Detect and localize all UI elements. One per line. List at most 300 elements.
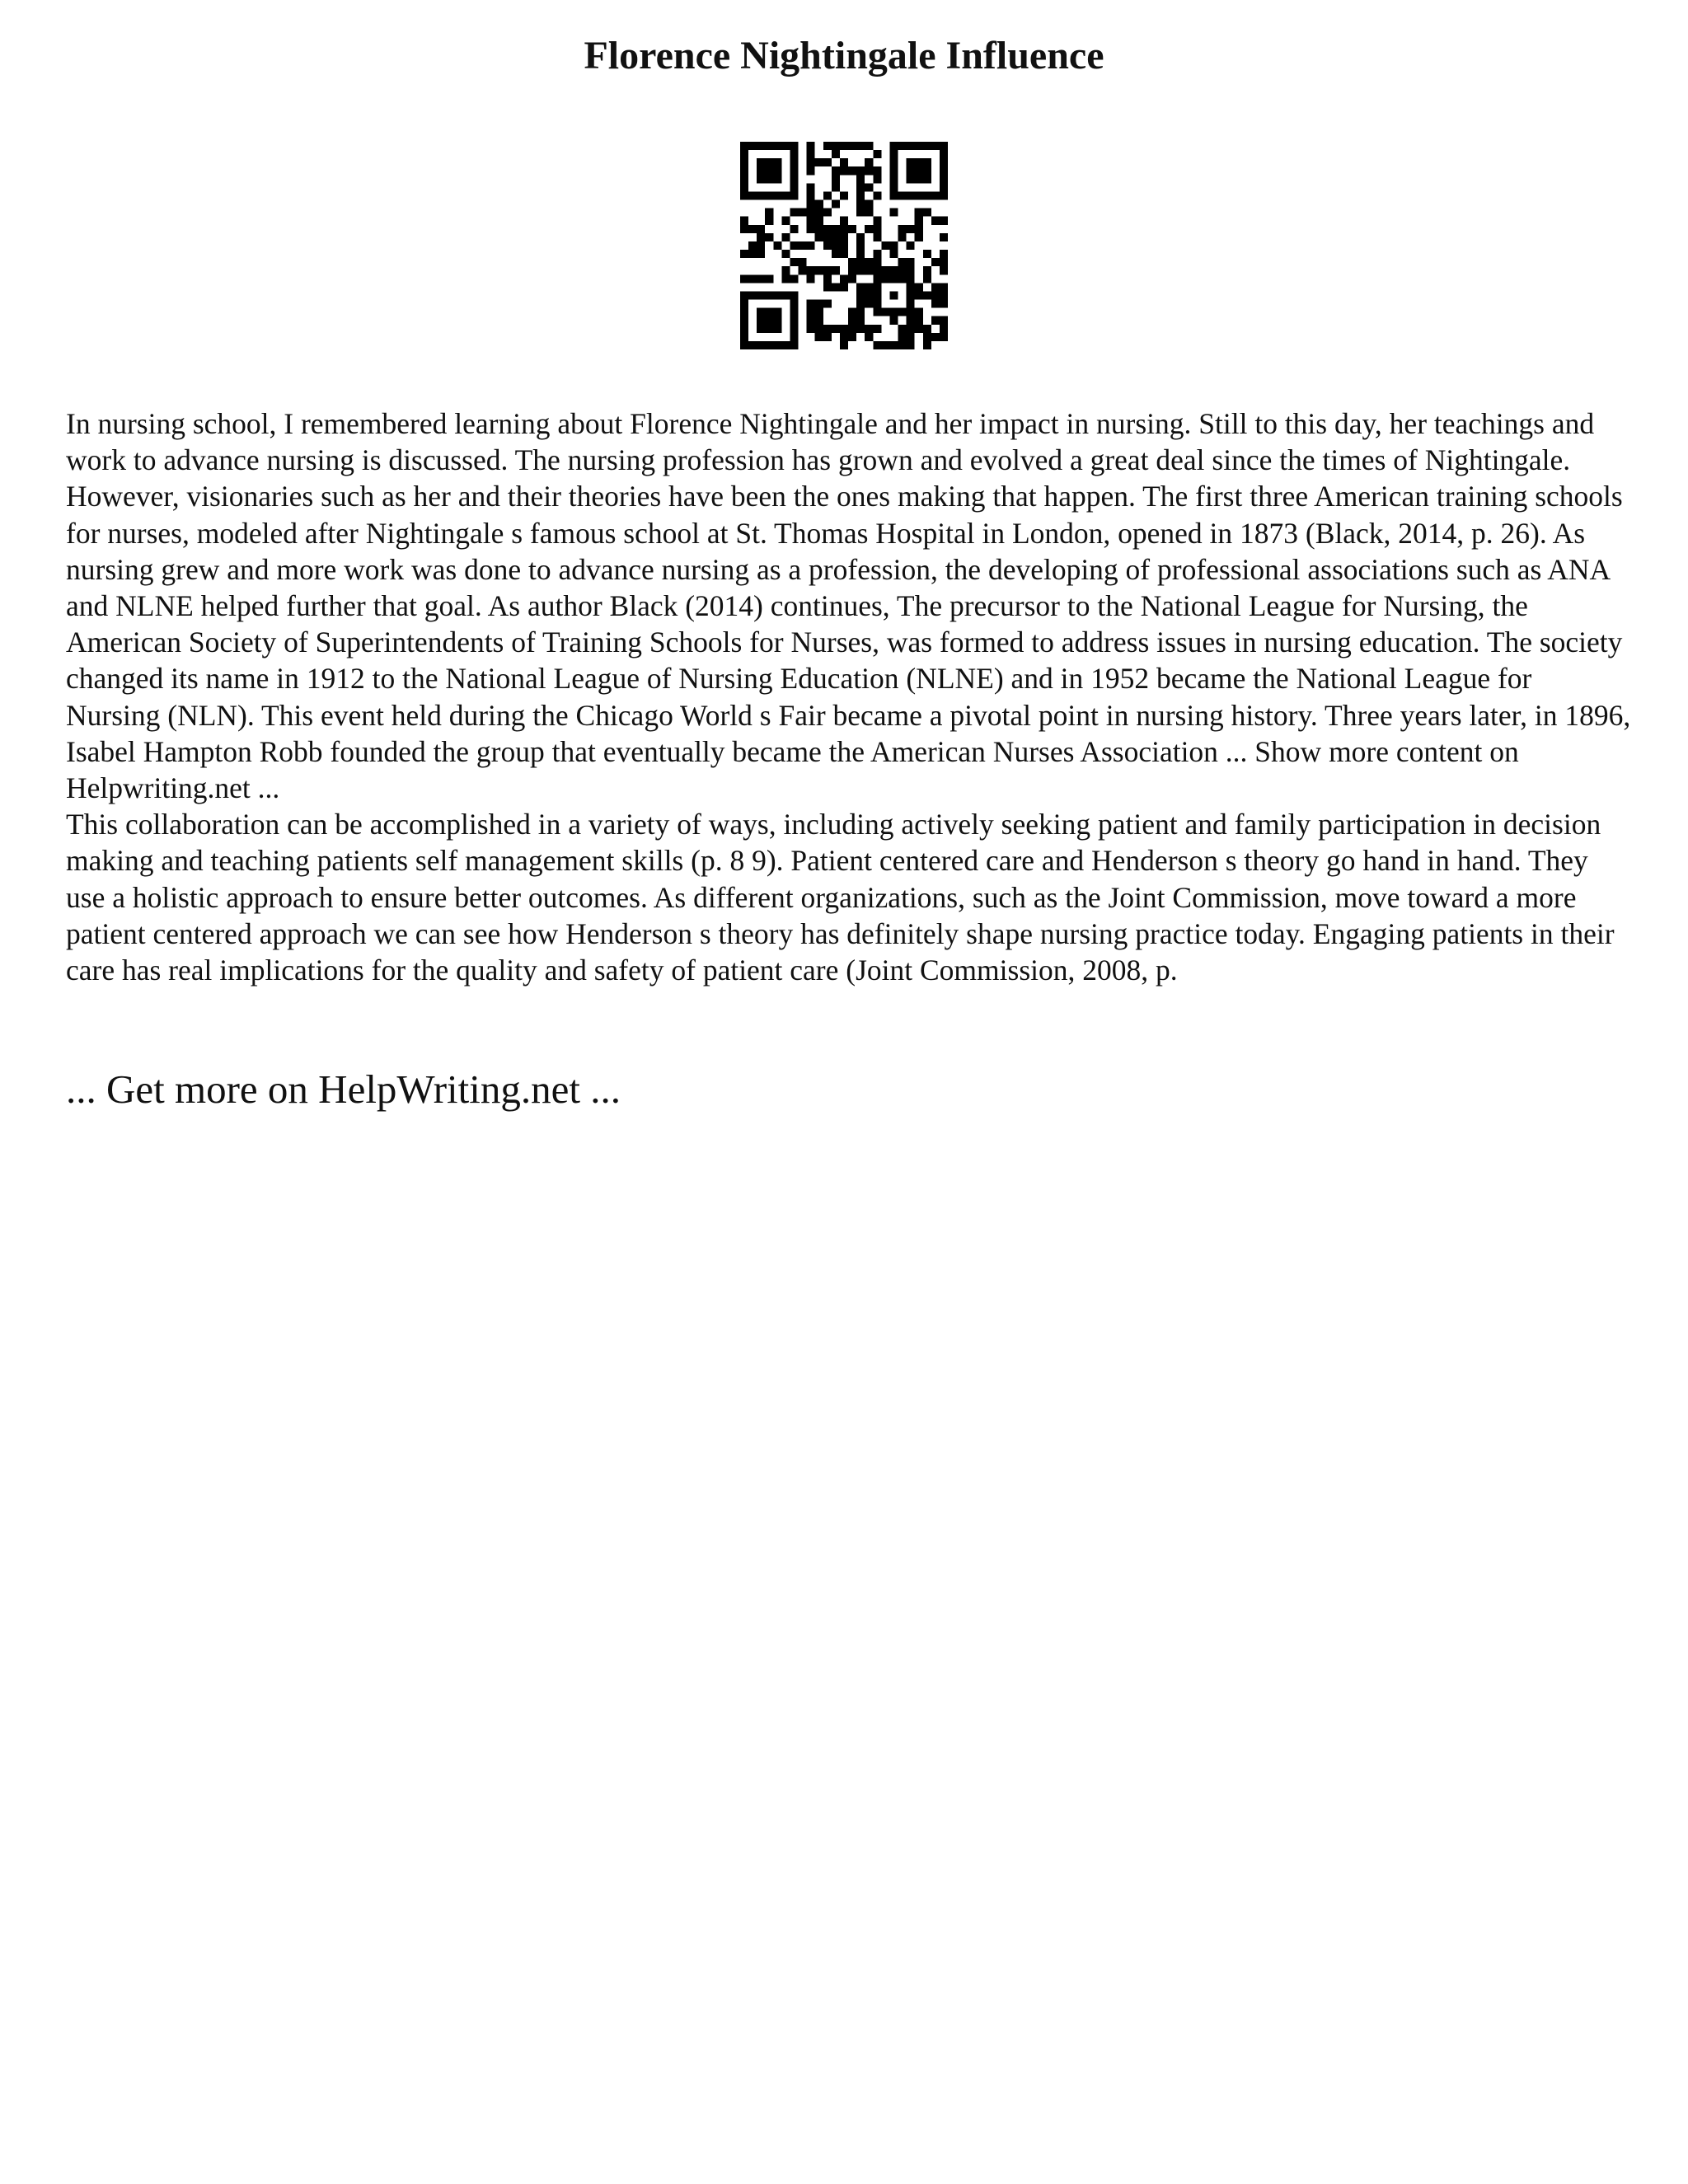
qr-module <box>757 158 765 166</box>
qr-module <box>773 291 781 299</box>
qr-module <box>740 150 748 158</box>
qr-module <box>765 291 773 299</box>
qr-module <box>832 200 840 209</box>
qr-module <box>873 175 881 183</box>
qr-module <box>781 233 790 241</box>
qr-module <box>832 183 840 191</box>
qr-module <box>790 175 798 183</box>
qr-module <box>907 283 915 291</box>
qr-module <box>757 233 765 241</box>
qr-module <box>790 183 798 191</box>
qr-module <box>840 158 848 166</box>
qr-module <box>765 233 773 241</box>
qr-module <box>790 274 798 283</box>
qr-module <box>823 225 832 233</box>
qr-module <box>848 308 856 316</box>
qr-module <box>898 258 907 266</box>
qr-module <box>915 166 923 175</box>
qr-module <box>856 266 865 274</box>
qr-module <box>889 266 898 274</box>
qr-module <box>790 150 798 158</box>
qr-module <box>773 166 781 175</box>
qr-module <box>848 266 856 274</box>
qr-module <box>807 325 815 333</box>
qr-module <box>748 341 757 349</box>
qr-module <box>807 217 815 225</box>
qr-module <box>807 200 815 209</box>
qr-module <box>840 274 848 283</box>
qr-module <box>940 191 948 199</box>
qr-module <box>907 166 915 175</box>
qr-module <box>907 158 915 166</box>
qr-module <box>856 283 865 291</box>
qr-module <box>840 283 848 291</box>
qr-module <box>907 142 915 150</box>
qr-module <box>873 266 881 274</box>
qr-module <box>748 142 757 150</box>
qr-module <box>807 150 815 158</box>
qr-module <box>757 325 765 333</box>
qr-module <box>832 233 840 241</box>
qr-module <box>873 233 881 241</box>
qr-module <box>856 325 865 333</box>
qr-module <box>781 250 790 258</box>
qr-module <box>790 166 798 175</box>
qr-module <box>907 291 915 299</box>
qr-module <box>881 266 889 274</box>
qr-module <box>865 300 873 308</box>
qr-module <box>889 316 898 325</box>
qr-module <box>889 274 898 283</box>
qr-module <box>915 325 923 333</box>
qr-module <box>865 209 873 217</box>
qr-module <box>898 266 907 274</box>
qr-module <box>881 274 889 283</box>
qr-module <box>889 308 898 316</box>
qr-module <box>865 225 873 233</box>
qr-module <box>790 258 798 266</box>
qr-module <box>873 191 881 199</box>
qr-module <box>765 325 773 333</box>
qr-module <box>923 250 931 258</box>
qr-module <box>940 233 948 241</box>
qr-module <box>881 241 889 250</box>
qr-module <box>873 166 881 175</box>
qr-code-icon <box>740 142 948 349</box>
qr-module <box>940 217 948 225</box>
qr-module <box>856 191 865 199</box>
qr-module <box>940 166 948 175</box>
qr-module <box>815 308 823 316</box>
qr-module <box>757 274 765 283</box>
qr-module <box>907 225 915 233</box>
qr-module <box>915 209 923 217</box>
qr-module <box>757 142 765 150</box>
qr-module <box>840 341 848 349</box>
qr-module <box>940 183 948 191</box>
qr-module <box>923 266 931 274</box>
qr-module <box>856 300 865 308</box>
qr-module <box>873 308 881 316</box>
qr-module <box>740 341 748 349</box>
qr-module <box>923 341 931 349</box>
qr-module <box>807 158 815 166</box>
qr-module <box>740 291 748 299</box>
qr-module <box>898 333 907 341</box>
qr-module <box>765 316 773 325</box>
qr-module <box>840 217 848 225</box>
qr-module <box>840 225 848 233</box>
qr-module <box>823 233 832 241</box>
qr-module <box>940 291 948 299</box>
qr-module <box>740 308 748 316</box>
qr-module <box>840 241 848 250</box>
qr-module <box>931 333 940 341</box>
qr-module <box>740 325 748 333</box>
qr-module <box>873 283 881 291</box>
qr-module <box>865 183 873 191</box>
qr-module <box>823 333 832 341</box>
qr-module <box>856 200 865 209</box>
qr-module <box>889 183 898 191</box>
qr-module <box>740 142 748 150</box>
qr-module <box>873 341 881 349</box>
qr-module <box>931 142 940 150</box>
qr-module <box>748 291 757 299</box>
qr-module <box>923 166 931 175</box>
qr-module <box>790 325 798 333</box>
qr-module <box>907 241 915 250</box>
qr-module <box>873 258 881 266</box>
qr-module <box>923 325 931 333</box>
qr-module <box>807 300 815 308</box>
qr-module <box>923 191 931 199</box>
qr-module <box>848 166 856 175</box>
page-title: Florence Nightingale Influence <box>584 34 1104 77</box>
qr-module <box>832 150 840 158</box>
qr-module <box>898 341 907 349</box>
qr-module <box>889 209 898 217</box>
qr-module <box>915 225 923 233</box>
qr-module <box>773 175 781 183</box>
qr-module <box>748 191 757 199</box>
qr-module <box>923 158 931 166</box>
qr-module <box>931 217 940 225</box>
qr-module <box>931 316 940 325</box>
qr-module <box>815 209 823 217</box>
qr-module <box>898 191 907 199</box>
qr-module <box>807 142 815 150</box>
qr-module <box>889 166 898 175</box>
qr-module <box>740 250 748 258</box>
qr-module <box>832 175 840 183</box>
qr-module <box>931 300 940 308</box>
qr-module <box>815 217 823 225</box>
qr-module <box>740 300 748 308</box>
qr-module <box>757 225 765 233</box>
qr-module <box>889 142 898 150</box>
qr-module <box>923 274 931 283</box>
qr-module <box>915 175 923 183</box>
qr-module <box>856 233 865 241</box>
qr-module <box>823 191 832 199</box>
qr-module <box>940 250 948 258</box>
qr-module <box>865 142 873 150</box>
qr-module <box>765 308 773 316</box>
qr-module <box>873 217 881 225</box>
qr-module <box>840 191 848 199</box>
qr-module <box>865 258 873 266</box>
qr-module <box>907 308 915 316</box>
qr-module <box>856 183 865 191</box>
qr-module <box>907 191 915 199</box>
qr-module <box>757 291 765 299</box>
qr-module <box>915 142 923 150</box>
qr-module <box>807 209 815 217</box>
qr-module <box>848 274 856 283</box>
qr-module <box>765 217 773 225</box>
qr-module <box>848 333 856 341</box>
qr-module <box>815 266 823 274</box>
qr-module <box>915 283 923 291</box>
qr-module <box>873 300 881 308</box>
qr-module <box>748 225 757 233</box>
qr-module <box>889 191 898 199</box>
qr-module <box>740 333 748 341</box>
qr-module <box>740 217 748 225</box>
qr-module <box>781 291 790 299</box>
qr-module <box>848 316 856 325</box>
qr-module <box>832 225 840 233</box>
qr-module <box>748 250 757 258</box>
qr-module <box>865 333 873 341</box>
qr-module <box>815 300 823 308</box>
qr-module <box>856 209 865 217</box>
qr-module <box>940 175 948 183</box>
qr-module <box>773 241 781 250</box>
qr-module <box>940 316 948 325</box>
qr-module <box>807 266 815 274</box>
qr-module <box>757 250 765 258</box>
qr-module <box>773 142 781 150</box>
qr-module <box>807 308 815 316</box>
qr-module <box>856 166 865 175</box>
qr-module <box>907 325 915 333</box>
qr-module <box>889 150 898 158</box>
qr-module <box>790 209 798 217</box>
qr-module <box>799 266 807 274</box>
qr-module <box>915 308 923 316</box>
qr-module <box>757 191 765 199</box>
qr-module <box>889 291 898 299</box>
qr-module <box>832 250 840 258</box>
qr-module <box>807 191 815 199</box>
qr-module <box>840 333 848 341</box>
qr-module <box>940 266 948 274</box>
qr-module <box>923 291 931 299</box>
qr-module <box>765 341 773 349</box>
qr-module <box>740 225 748 233</box>
qr-module <box>773 191 781 199</box>
qr-module <box>748 274 757 283</box>
qr-module <box>907 258 915 266</box>
qr-module <box>907 274 915 283</box>
qr-module <box>757 316 765 325</box>
qr-module <box>898 225 907 233</box>
qr-module <box>807 225 815 233</box>
qr-module <box>889 341 898 349</box>
qr-module <box>931 291 940 299</box>
qr-module <box>799 241 807 250</box>
qr-module <box>856 241 865 250</box>
qr-module <box>856 308 865 316</box>
qr-module <box>815 158 823 166</box>
qr-module <box>748 241 757 250</box>
qr-module <box>757 241 765 250</box>
qr-module <box>807 241 815 250</box>
qr-module <box>773 158 781 166</box>
essay-paragraph-1: In nursing school, I remembered learning about Florence Nightingale and her impact in nursing. Still to this day, her teachings and work to advance nursing is discussed. The nursing profession has grown and evolved a great deal since the times of Nightingale. However, visionaries such as her and their theories have been the ones making that happen. The first three American training schools for nurses, modeled after Nightingale s famous school at St. Thomas Hospital in London, opened in 1873 (Black, 2014, p. 26). As nursing grew and more work was done to advance nursing as a profession, the developing of professional associations such as ANA and NLNE helped further that goal. As author Black (2014) continues, The precursor to the National League for Nursing, the American Society of Superintendents of Training Schools for Nurses, was formed to address issues in nursing education. The society changed its name in 1912 to the National League of Nursing Education (NLNE) and in 1952 became the National League for Nursing (NLN). This event held during the Chicago World s Fair became a pivotal point in nursing history. Three years later, in 1896, Isabel Hampton Robb founded the group that eventually became the American Nurses Association ... Show more content on Helpwriting.net ... <box>66 407 1631 805</box>
qr-module <box>815 200 823 209</box>
qr-module <box>773 308 781 316</box>
qr-module <box>873 225 881 233</box>
qr-module <box>740 274 748 283</box>
qr-module <box>907 266 915 274</box>
qr-module <box>781 191 790 199</box>
qr-module <box>815 325 823 333</box>
qr-module <box>832 325 840 333</box>
qr-module <box>889 175 898 183</box>
qr-module <box>840 250 848 258</box>
qr-module <box>790 158 798 166</box>
qr-module <box>773 325 781 333</box>
qr-module <box>757 308 765 316</box>
qr-module <box>898 308 907 316</box>
qr-module <box>815 333 823 341</box>
qr-module <box>848 258 856 266</box>
qr-module <box>865 325 873 333</box>
qr-module <box>923 333 931 341</box>
qr-module <box>931 191 940 199</box>
qr-module <box>790 316 798 325</box>
qr-module <box>915 191 923 199</box>
qr-module <box>898 274 907 283</box>
qr-module <box>790 241 798 250</box>
qr-module <box>832 241 840 250</box>
qr-module <box>740 316 748 325</box>
qr-module <box>815 233 823 241</box>
qr-module <box>765 191 773 199</box>
qr-module <box>940 142 948 150</box>
qr-module <box>773 316 781 325</box>
qr-module <box>889 158 898 166</box>
qr-module <box>840 166 848 175</box>
qr-module <box>840 233 848 241</box>
qr-module <box>757 175 765 183</box>
qr-module <box>823 142 832 150</box>
qr-module <box>823 283 832 291</box>
qr-module <box>781 274 790 283</box>
qr-module <box>823 266 832 274</box>
qr-module <box>923 209 931 217</box>
qr-module <box>907 341 915 349</box>
qr-module <box>915 291 923 299</box>
qr-module <box>823 274 832 283</box>
qr-module <box>740 183 748 191</box>
qr-module <box>790 225 798 233</box>
qr-module <box>907 333 915 341</box>
qr-module <box>856 250 865 258</box>
qr-module <box>889 241 898 250</box>
qr-module <box>940 300 948 308</box>
qr-module <box>823 325 832 333</box>
qr-module <box>915 316 923 325</box>
qr-module <box>865 283 873 291</box>
qr-module <box>740 166 748 175</box>
qr-module <box>881 308 889 316</box>
qr-module <box>790 308 798 316</box>
qr-module <box>815 225 823 233</box>
qr-module <box>915 233 923 241</box>
qr-module <box>765 158 773 166</box>
qr-module <box>873 150 881 158</box>
qr-module <box>848 325 856 333</box>
essay-body <box>66 405 1632 988</box>
qr-module <box>856 258 865 266</box>
qr-module <box>840 142 848 150</box>
qr-module <box>832 166 840 175</box>
qr-module <box>865 266 873 274</box>
qr-module <box>931 283 940 291</box>
qr-module <box>856 142 865 150</box>
qr-module <box>865 200 873 209</box>
qr-module <box>940 150 948 158</box>
qr-module <box>807 274 815 283</box>
qr-module <box>799 209 807 217</box>
qr-module <box>865 158 873 166</box>
qr-module <box>940 158 948 166</box>
qr-module <box>823 158 832 166</box>
qr-module <box>832 266 840 274</box>
qr-module <box>823 300 832 308</box>
qr-module <box>940 333 948 341</box>
qr-module <box>815 316 823 325</box>
qr-module <box>915 217 923 225</box>
qr-module <box>873 250 881 258</box>
qr-module <box>881 341 889 349</box>
qr-module <box>840 325 848 333</box>
qr-module <box>923 175 931 183</box>
qr-module <box>940 258 948 266</box>
qr-module <box>781 341 790 349</box>
qr-module <box>923 142 931 150</box>
qr-module <box>765 166 773 175</box>
essay-paragraph-2: This collaboration can be accomplished in a variety of ways, including actively seeking patient and family participation in decision making and teaching patients self management skills (p. 8 9). Patient centered care and Henderson s theory go hand in hand. They use a holistic approach to ensure better outcomes. As different organizations, such as the Joint Commission, move toward a more patient centered approach we can see how Henderson s theory has definitely shape nursing practice today. Engaging patients in their care has real implications for the quality and safety of patient care (Joint Commission, 2008, p. <box>66 808 1615 987</box>
qr-module <box>848 225 856 233</box>
qr-module <box>856 316 865 325</box>
qr-module <box>740 175 748 183</box>
qr-module <box>848 142 856 150</box>
qr-module <box>823 209 832 217</box>
qr-module <box>898 233 907 241</box>
qr-module <box>799 258 807 266</box>
qr-module <box>832 283 840 291</box>
qr-module <box>790 300 798 308</box>
qr-module <box>889 250 898 258</box>
qr-module <box>781 142 790 150</box>
get-more-link[interactable]: ... Get more on HelpWriting.net ... <box>66 1066 621 1112</box>
qr-module <box>915 158 923 166</box>
